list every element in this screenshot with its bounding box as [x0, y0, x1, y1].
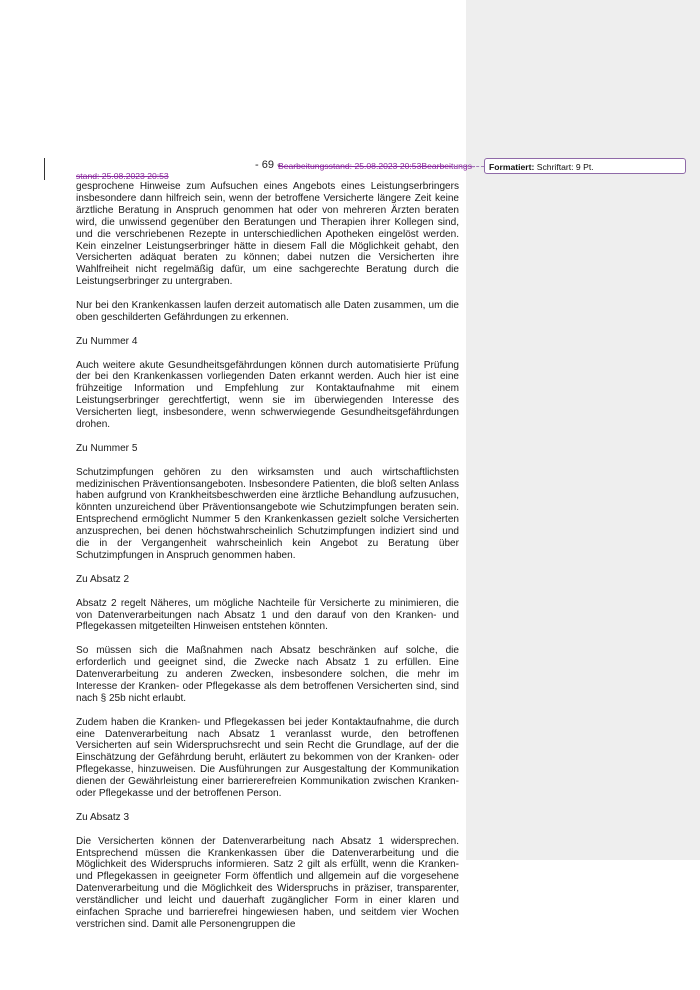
comment-margin-panel — [466, 0, 700, 860]
section-heading: Zu Absatz 3 — [76, 811, 130, 823]
section-heading: Zu Nummer 4 — [76, 335, 138, 347]
comment-text: Schriftart: 9 Pt. — [534, 162, 594, 172]
format-change-balloon[interactable] — [484, 158, 686, 174]
body-paragraph: So müssen sich die Maßnahmen nach Absatz beschränken auf solche, die erforderlich und geeignet sind, die Zwecke nach Absatz 1 zu erfüllen. Eine Datenverarbeitung zu anderen Zwecken, insbesondere solchen, die mehr im Interesse der Kranken- oder Pflegekasse als dem betroffenen Versicherten sind, sind nach § 25b nicht erlaubt. — [76, 645, 459, 704]
comment-label: Formatiert: — [489, 162, 535, 172]
body-paragraph: Auch weitere akute Gesundheitsgefährdungen können durch automatisierte Prüfung der bei den Krankenkassen vorliegenden Daten erkannt werden. Auch hier ist eine frühzeitige Information und Empfehlung zur Kontaktaufnahme mit einem Leistungserbringer gerechtfertigt, wenn sie im überwiegenden Interesse des Versicherten liegt, insbesondere, wenn schwerwiegende Gesundheitsgefährdungen drohen. — [76, 359, 459, 431]
comment-connector-line — [452, 166, 484, 167]
page-number: - 69 - — [255, 159, 281, 171]
body-paragraph: Absatz 2 regelt Näheres, um mögliche Nachteile für Versicherte zu minimieren, die von Datenverarbeitungen nach Absatz 1 und den darauf von den Kranken- und Pflegekassen mitgeteilten Hinweisen entstehen könnten. — [76, 597, 459, 633]
section-heading: Zu Absatz 2 — [76, 573, 130, 585]
body-paragraph: Zudem haben die Kranken- und Pflegekassen bei jeder Kontaktaufnahme, die durch eine Datenverarbeitung nach Absatz 1 veranlasst wurde, den betroffenen Versicherten auf sein Widerspruchsrecht und sein Recht die Grundlage, auf der die Einschätzung der Gefährdung beruht, erläutert zu bekommen von der Kranken- oder Pflegekasse, hinzuweisen. Die Ausführungen zur Ausgestaltung der Kommunikation dienen der Gewährleistung einer barriererefreien Kommunikation zwischen Kranken- oder Pflegekasse und der betroffenen Person. — [76, 716, 459, 800]
section-heading: Zu Nummer 5 — [76, 442, 138, 454]
document-body — [76, 181, 459, 943]
body-paragraph: Nur bei den Krankenkassen laufen derzeit automatisch alle Daten zusammen, um die oben geschilderten Gefährdungen zu erkennen. — [76, 300, 459, 323]
body-paragraph: Schutzimpfungen gehören zu den wirksamsten und auch wirtschaftlichsten medizinischen Präventionsangeboten. Insbesondere Patienten, die bloß selten Anlass haben aufgrund von Krankheitsbeschwerden eine ärztliche Behandlung aufzusuchen, könnten unzureichend über Präventionsangebote wie Schutzimpfungen beraten sein. Entsprechend ermöglicht Nummer 5 den Krankenkassen gezielt solche Versicherten anzusprechen, bei denen höchstwahrscheinlich Schutzimpfungen indiziert sind und die in der Vergangenheit wahrscheinlich kein Angebot zu Beratung über Schutzimpfungen in Anspruch genommen haben. — [76, 466, 459, 562]
deleted-stamp-text[interactable]: Bearbeitungsstand: 25.08.2023 20:53Bearbeitungs- — [278, 161, 475, 171]
change-bar — [44, 158, 45, 180]
deleted-stamp-text-continued[interactable]: stand: 25.08.2023 20:53 — [76, 171, 169, 181]
body-paragraph: Die Versicherten können der Datenverarbeitung nach Absatz 1 widersprechen. Entsprechend müssen die Krankenkassen über die Datenverarbeitung und die Möglichkeit des Widerspruchs informieren. Satz 2 gilt als erfüllt, wenn die Kranken- und Pflegekassen in geeigneter Form öffentlich und allgemein auf die vorgesehene Datenverarbeitung und die Möglichkeit des Widerspruchs in präziser, transparenter, verständlicher und leicht und dauerhaft zugänglicher Form in einer klaren und einfachen Sprache und barrierefrei hingewiesen haben, und seitdem vier Wochen verstrichen sind. Damit alle Personengruppen die — [76, 835, 459, 931]
body-paragraph: gesprochene Hinweise zum Aufsuchen eines Angebots eines Leistungserbringers insbesondere dann hilfreich sein, wenn der betroffene Versicherte längere Zeit keine ärztliche Beratung in Anspruch genommen hat oder von mehreren Ärzten beraten wird, die unwissend gegenüber den Beratungen und Therapien ihrer Kollegen sind, und die verschriebenen Rezepte in unterschiedlichen Apotheken eingelöst werden. Kein einzelner Leistungserbringer hätte in diesem Fall die Möglichkeit gehabt, den Versicherten adäquat beraten zu können; dabei nutzen die Versicherten ihre Wahlfreiheit nicht regelmäßig dafür, um eine sachgerechte Beratung durch die Leistungserbringer zu untergraben. — [76, 181, 459, 288]
